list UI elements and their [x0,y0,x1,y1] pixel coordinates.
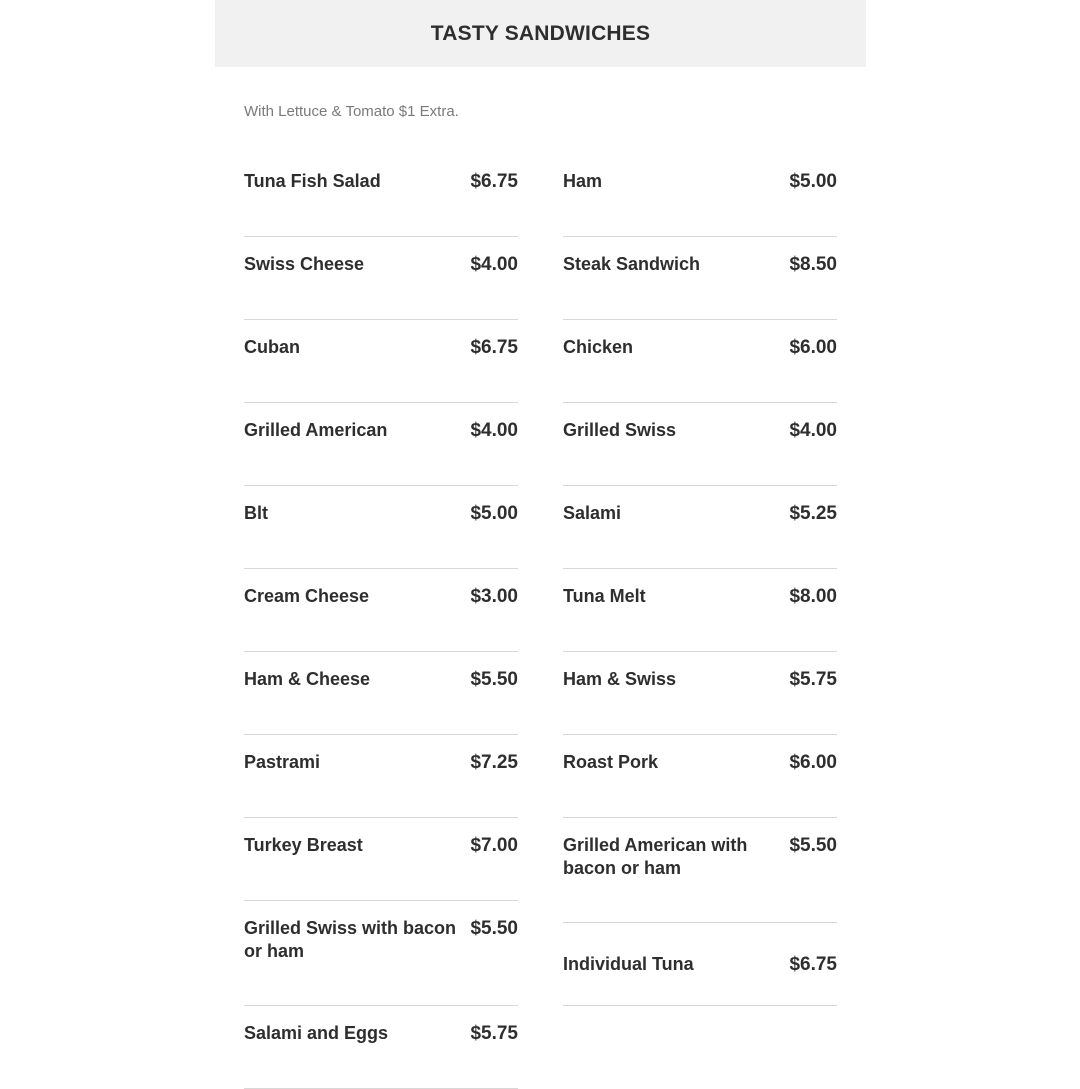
menu-item [563,486,837,569]
item-price: $5.75 [789,669,837,690]
item-name: Grilled American [244,420,388,440]
menu-item [563,735,837,818]
menu-item [563,569,837,652]
item-name: Salami [563,503,622,523]
menu-item [244,735,518,818]
menu-item [563,320,837,403]
item-price: $4.00 [789,420,837,441]
item-name: Steak Sandwich [563,254,701,274]
item-name: Grilled Swiss with bacon or ham [244,918,457,961]
item-price: $5.25 [789,503,837,524]
menu-item [244,901,518,1006]
item-price: $6.75 [470,337,518,358]
menu-item [244,320,518,403]
item-name: Swiss Cheese [244,254,365,274]
menu-panel [215,0,866,1080]
item-price: $3.00 [470,586,518,607]
item-name: Blt [244,503,268,523]
menu-item [563,154,837,237]
item-name: Grilled American with bacon or ham [563,835,748,878]
item-name: Grilled Swiss [563,420,677,440]
item-price: $8.00 [789,586,837,607]
menu-item [244,486,518,569]
menu-item [244,652,518,735]
item-price: $7.00 [470,835,518,856]
menu-item [244,403,518,486]
item-price: $4.00 [470,420,518,441]
item-price: $5.50 [470,918,518,939]
menu-column-right [563,154,837,1006]
menu-header [215,0,866,67]
menu-note: With Lettuce & Tomato $1 Extra. [244,103,459,120]
menu-item [244,1006,518,1089]
item-name: Roast Pork [563,752,659,772]
menu-item [244,237,518,320]
item-price: $6.75 [789,953,837,975]
item-price: $5.50 [470,669,518,690]
item-name: Ham & Cheese [244,669,371,689]
item-name: Salami and Eggs [244,1023,389,1043]
menu-item [563,923,837,1006]
item-price: $7.25 [470,752,518,773]
item-price: $6.00 [789,752,837,773]
item-price: $8.50 [789,254,837,275]
menu-column-left [244,154,518,1089]
menu-title: TASTY SANDWICHES [430,21,651,45]
menu-item [244,569,518,652]
item-name: Pastrami [244,752,321,772]
item-name: Cuban [244,337,300,357]
item-name: Ham [563,171,603,191]
menu-item [563,403,837,486]
item-name: Cream Cheese [244,586,370,606]
item-name: Turkey Breast [244,835,363,855]
item-price: $4.00 [470,254,518,275]
menu-item [563,652,837,735]
menu-item [563,237,837,320]
item-name: Individual Tuna [563,953,694,974]
item-name: Ham & Swiss [563,669,677,689]
menu-item [244,154,518,237]
menu-item [244,818,518,901]
menu-item [563,818,837,923]
item-price: $6.00 [789,337,837,358]
item-name: Chicken [563,337,634,357]
item-price: $6.75 [470,171,518,192]
item-name: Tuna Melt [563,586,646,606]
item-price: $5.50 [789,835,837,856]
item-price: $5.00 [470,503,518,524]
item-price: $5.00 [789,171,837,192]
item-price: $5.75 [470,1023,518,1044]
item-name: Tuna Fish Salad [244,171,381,191]
